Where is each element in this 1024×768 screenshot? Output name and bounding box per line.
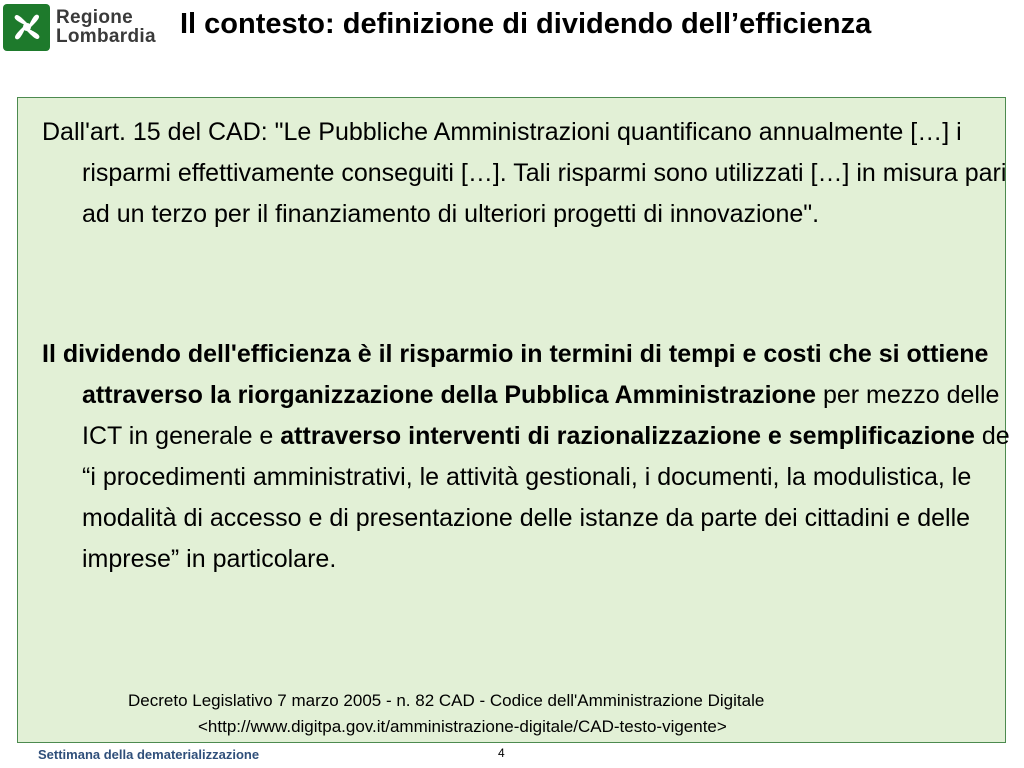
definition-text-1: per mezzo delle ICT in generale e	[82, 381, 1000, 450]
definition-bold-1: Il dividendo dell'efficienza è il risparmio in termini di tempi e costi che si ottiene attraverso la riorganizzazione della Pubblica Amministrazione	[42, 340, 989, 409]
logo-line-1: Regione	[56, 7, 134, 28]
regione-lombardia-logo	[3, 2, 163, 52]
footer-label: Settimana della dematerializzazione	[38, 747, 260, 762]
source-citation: Decreto Legislativo 7 marzo 2005 - n. 82 CAD - Codice dell'Amministrazione Digitale <http://www.digitpa.gov.it/amministrazione-digitale/CAD-testo-vigente>	[128, 691, 765, 736]
logo-wordmark	[56, 8, 156, 46]
page-number: 4	[498, 746, 505, 760]
definition-text-2: de “i procedimenti amministrativi, le attività gestionali, i documenti, la modulistica, le modalità di accesso e di presentazione delle istanze da parte dei cittadini e delle imprese” in particolare.	[82, 422, 1010, 573]
definition-bold-2: attraverso interventi di razionalizzazione e semplificazione	[280, 422, 975, 450]
paragraph-definition	[42, 334, 1022, 580]
slide-title: Il contesto: definizione di dividendo dell’efficienza	[180, 8, 872, 40]
paragraph-cad-quote: Dall'art. 15 del CAD: "Le Pubbliche Amministrazioni quantificano annualmente […] i risparmi effettivamente conseguiti […]. Tali risparmi sono utilizzati […] in misura pari ad un terzo per il finanziamento di ulteriori progetti di innovazione".	[42, 118, 1007, 228]
lombardia-rose-icon	[3, 4, 50, 51]
content-box	[17, 97, 1010, 743]
logo-line-2: Lombardia	[56, 26, 156, 47]
